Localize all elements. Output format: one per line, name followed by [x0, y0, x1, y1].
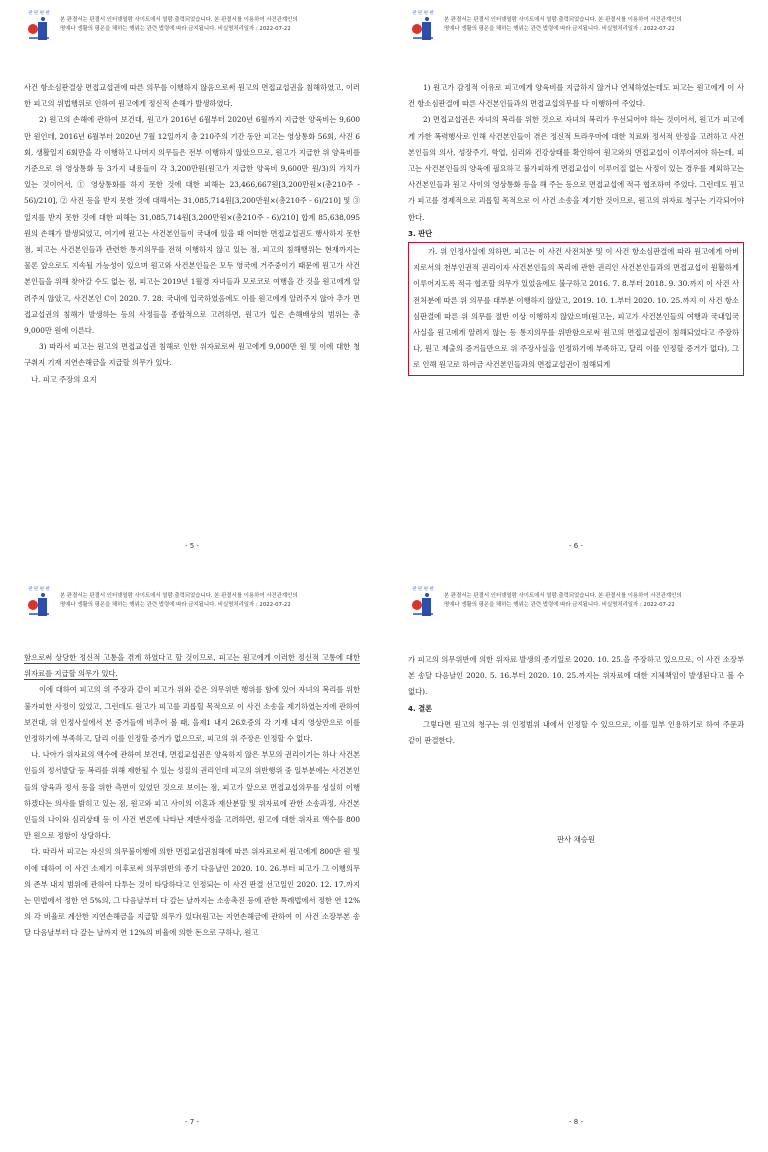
header-notice: 본 판결서는 판결서 인터넷열람 사이트에서 열람·출력되었습니다. 본 판결서를 이용하여 사건관계인의 명예나 생활의 평온을 해하는 행위는 관련 법령에 따라 금지됩니다. 비실명처리일자 : 2022-07-22	[444, 593, 682, 608]
document-page-7	[0, 576, 384, 1152]
paragraph: 다. 따라서 피고는 자신의 의무불이행에 의한 면접교섭권침해에 따른 위자료로써 원고에게 800만 원 및 이에 대하여 이 사건 소제기 이후로써 의무위반의 종기 다음날인 2020. 10. 26.부터 피고가 그 이행의무의 존부 내지 범위에 관하여 다투는 것이 타당하다고 인정되는 이 사건 판결 선고일인 2020. 12. 17.까지는 민법에서 정한 연 5%의, 그 다음날부터 다 갚는 날까지는 소송촉진 등에 관한 특례법에서 정한 연 12%의 각 비율로 계산한 지연손해금을 지급할 의무가 있다(원고는 지연손해금에 관하여 이 사건 소장부본 송달 다음날부터 다 갚는 날까지 연 12%의 비율에 의한 돈으로 구하나, 원고	[24, 847, 360, 938]
paragraph: 이에 대하여 피고의 위 주장과 같이 피고가 위와 같은 의무위반 행위를 함에 있어 자녀의 복리를 위한 불가피한 사정이 있었고, 그런데도 원고가 피고를 괴롭힐 목적으로 이 사건 소송을 제기하였는지에 관하여 보건대, 위 인정사실에서 본 증거들에 비추어 볼 때, 을제1 내지 26호증의 각 기재 내지 영상만으로 이를 인정하기에 부족하고, 달리 이를 인정할 증거가 없으므로, 피고의 위 주장은 인정할 수 없다.	[24, 685, 360, 744]
page-header	[24, 586, 364, 620]
page-header	[24, 10, 364, 44]
paragraph: 1) 원고가 감정적 이유로 피고에게 양육비를 지급하지 않거나 연체하였는데도 피고는 원고에게 이 사건 항소심판결에 따른 사건본인들과의 면접교섭의무를 다 이행하여 주었다.	[408, 83, 744, 109]
logo-lettering: 판 판 판 판	[28, 587, 50, 592]
page-number: - 6 -	[569, 542, 583, 550]
page-body	[408, 80, 744, 376]
page-number: - 8 -	[569, 1118, 583, 1126]
document-page-8	[384, 576, 768, 1152]
section-heading: 3. 판단	[408, 228, 433, 238]
document-page-5	[0, 0, 384, 576]
header-notice: 본 판결서는 판결서 인터넷열람 사이트에서 열람·출력되었습니다. 본 판결서를 이용하여 사건관계인의 명예나 생활의 평온을 해하는 행위는 관련 법령에 따라 금지됩니다. 비실명처리일자 : 2022-07-22	[60, 17, 298, 32]
section-heading: 4. 결론	[408, 703, 433, 713]
paragraph: 2) 원고의 손해에 관하여 보건대, 원고가 2016년 6월부터 2020년 6월까지 지급한 양육비는 9,600만 원인데, 2016년 6월부터 2020년 7월 12일까지 총 210주의 기간 동안 피고는 영상통화 56회, 사진 6회, 생활일지 6회만을 각 이행하고 나머지 의무들은 전부 이행하지 않았으므로, 원고가 지급한 위 양육비를 기준으로 위 영상통화 등 3가지 내용들이 각 3,200만원(원고가 지급한 양육비 9,600만 원/3)의 가치가 있는 것이어서, ① 영상통화를 하지 못한 것에 대한 피해는 23,466,667원[3,200만원×(총210주 - 56)/210], ② 사진 등을 받지 못한 것에 대해서는 31,085,714원[3,200만원×(총210주 - 6)/210] 및 ③ 일지를 받지 못한 것에 대한 피해는 31,085,714원[3,200만원×(총210주 - 6)/210] 합계 85,638,095원의 손해가 발생되었고, 여기에 원고는 사건본인들이 국내에 있을 때 어떠한 면접교섭권도 행사하지 못한 점, 피고는 사건본인들과 관련한 통지의무를 전혀 이행하지 않고 있는 점, 피고의 침해행위는 현재까지는 물론 앞으로도 지속될 가능성이 있으며 원고와 사건본인들은 모두 영국에 거주중이기 때문에 원고가 사건본인들을 위해 찾아갈 수도 없는 점, 피고는 2019년 1월경 자녀들과 모로코로 여행을 간 것을 원고에게 알려주지 않았고, 사건본인 C이 2020. 7. 28. 국내에 입국하였음에도 이를 원고에게 알려주지 않아 추가 면접교섭권의 침해가 발생하는 등의 사정들을 종합적으로 고려하면, 원고가 입은 손해배상의 범위는 총 9,000만 원에 이른다.	[24, 115, 360, 336]
paragraph: 가 피고의 의무위반에 의한 위자료 발생의 종기일로 2020. 10. 25.을 주장하고 있으므로, 이 사건 소장부본 송달 다음날인 2020. 5. 16.부터 2020. 10. 25.까지는 위자료에 대한 지체책임이 발생된다고 볼 수 없다).	[408, 655, 744, 697]
page-body	[408, 652, 744, 749]
underlined-paragraph: 함으로써 상당한 정신적 고통을 겪게 하였다고 할 것이므로, 피고는 원고에게 이러한 정신적 고통에 대한 위자료를 지급할 의무가 있다.	[24, 653, 360, 679]
logo-lettering: 판 판 판 판	[412, 587, 434, 592]
paragraph: 그렇다면 원고의 청구는 위 인정범위 내에서 인정할 수 있으므로, 이를 일부 인용하기로 하여 주문과 같이 판결한다.	[408, 719, 744, 746]
logo-lettering: 판 판 판 판	[28, 11, 50, 16]
page-number: - 5 -	[185, 542, 199, 550]
paragraph: 사건 항소심판결상 면접교섭권에 따른 의무를 이행하지 않음으로써 원고의 면접교섭권을 침해하였고, 이러한 피고의 위법행위로 인하여 원고에게 정신적 손해가 발생하였다.	[24, 83, 360, 109]
header-notice: 본 판결서는 판결서 인터넷열람 사이트에서 열람·출력되었습니다. 본 판결서를 이용하여 사건관계인의 명예나 생활의 평온을 해하는 행위는 관련 법령에 따라 금지됩니다. 비실명처리일자 : 2022-07-22	[60, 593, 298, 608]
paragraph-heading: 나. 피고 주장의 요지	[31, 374, 97, 384]
highlighted-paragraph: 가. 위 인정사실에 의하면, 피고는 이 사건 사전처분 및 이 사건 항소심판결에 따라 원고에게 아버지로서의 천부인권적 권리이자 사건본인들의 복리에 관한 권리인 사건본인들과의 면접교섭이 원활하게 이루어지도록 적극 협조할 의무가 있었음에도 불구하고 2016. 7. 8.부터 2018. 9. 30.까지 이 사건 사전처분에 따른 위 의무를 대부분 이행하지 않았고, 2019. 10. 1.부터 2020. 10. 25.까지 이 사건 항소심판결에 따른 위 의무를 절반 이상 이행하지 않았으며(원고는, 피고가 사건본인들의 여행과 국내입국 사실을 원고에게 알려지 않는 등 통지의무를 위반함으로써 원고의 면접교섭권이 침해되었다고 주장하나, 원고 제출의 증거들만으로 위 주장사실을 인정하기에 부족하고, 달리 이를 인정할 증거가 없다), 그로 인해 원고로 하여금 사건본인들과의 면접교섭권이 침해되게	[408, 242, 744, 376]
page-header	[408, 10, 748, 44]
judge-signature: 판사 채승원	[556, 835, 596, 844]
logo-lettering: 판 판 판 판	[412, 11, 434, 16]
header-notice: 본 판결서는 판결서 인터넷열람 사이트에서 열람·출력되었습니다. 본 판결서를 이용하여 사건관계인의 명예나 생활의 평온을 해하는 행위는 관련 법령에 따라 금지됩니다. 비실명처리일자 : 2022-07-22	[444, 17, 682, 32]
page-body	[24, 650, 360, 942]
page-header	[408, 586, 748, 620]
paragraph: 2) 면접교섭권은 자녀의 복리를 위한 것으로 자녀의 복리가 우선되어야 하는 것이어서, 원고가 피고에게 가한 폭력행사로 인해 사건본인들이 겪은 정신적 트라우마에 대한 치료와 정서적 안정을 고려하고 사건본인들의 의사, 성장주기, 학업, 심리와 건강상태를 확인하여 원고와의 면접교섭이 이루어져야 하는데, 피고는 사건본인들의 양육에 필요하고 불가피하게 면접교섭이 이루어질 없는 사정이 있는 경우를 제외하고는 사건본인들과 원고 사이의 영상통화 등을 해 주는 등으로 면접교섭에 적극 협조하여 주었다. 그런데도 원고가 피고를 경제적으로 괴롭힐 목적으로 이 사건 소송을 제기한 것이므로, 원고의 위자료 청구는 기각되어야 한다.	[408, 115, 744, 222]
paragraph: 나. 나아가 위자료의 액수에 관하여 보건대, 면접교섭권은 양육하지 않은 부모의 권리이기는 하나 사건본인들의 정서발달 등 복리를 위해 제한될 수 있는 성질의 권리인데 피고의 위반행위 중 일부분에는 사건본인들의 양육과 정서 등을 위한 측면이 있었던 것으로 보이는 점, 피고가 앞으로 면접교섭의무를 성실히 이행하겠다는 의사를 밝히고 있는 점, 원고와 피고 사이의 이혼과 재산분할 및 위자료에 관한 소송과정, 사건본인들의 나이와 심리상태 등 이 사건 변론에 나타난 제반사정을 고려하면, 원고에 대한 위자료 액수를 800만 원으로 정함이 상당하다.	[24, 750, 360, 841]
document-page-6	[384, 0, 768, 576]
page-body	[24, 80, 360, 388]
page-number: - 7 -	[185, 1118, 199, 1126]
paragraph: 3) 따라서 피고는 원고의 면접교섭권 침해로 인한 위자료로써 원고에게 9,000만 원 및 이에 대한 청구취지 기재 지연손해금을 지급할 의무가 있다.	[24, 342, 360, 368]
